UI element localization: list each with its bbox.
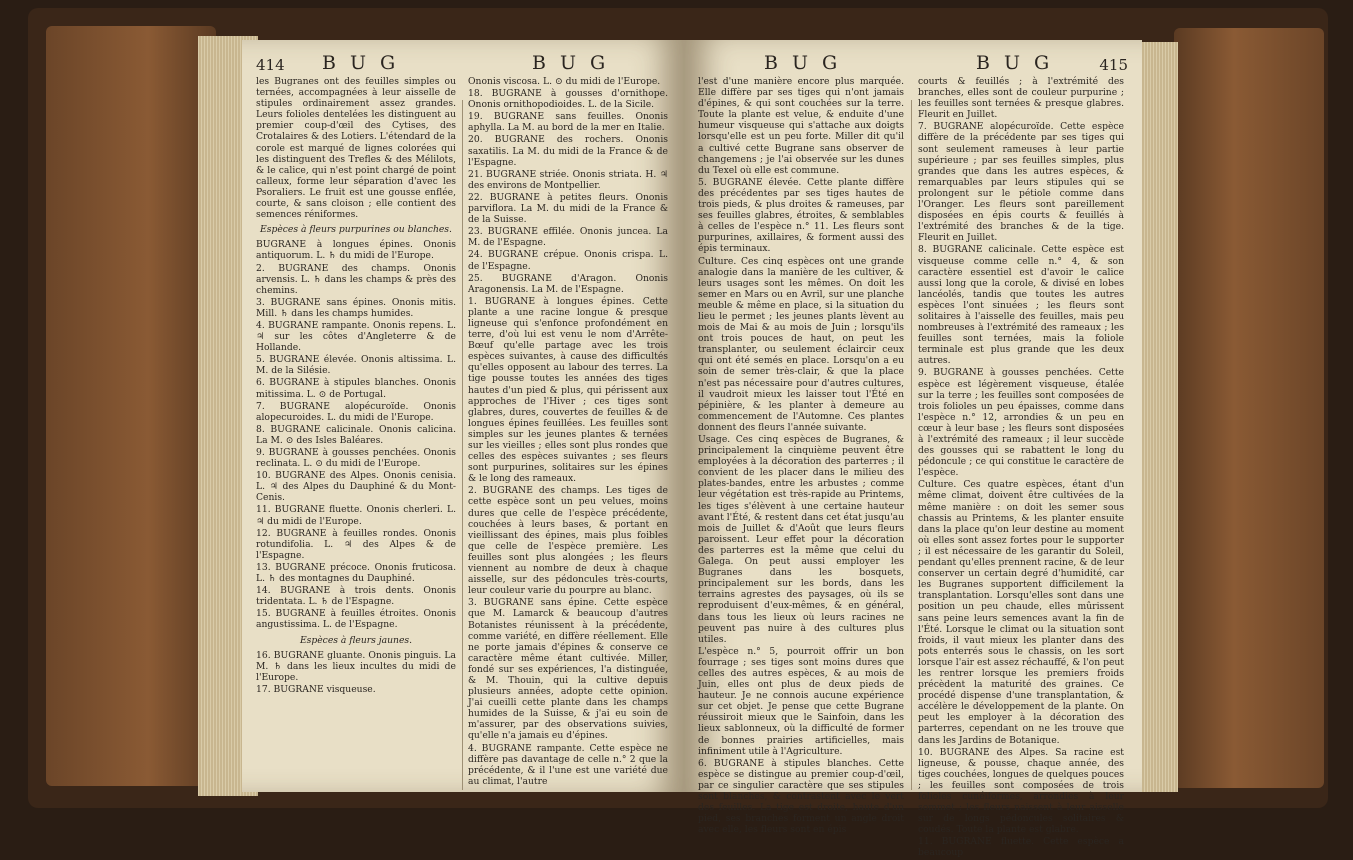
paragraph: Culture. Ces cinq espèces ont une grande analogie dans la manière de les cultiver, & leurs usages sont les mêmes. On doit les semer en Mars ou en Avril, sur une planche meuble & même en place, si la situation du lieu le permet ; les jeunes plants lèvent au mois de Mai & au mois de Juin ; lorsqu'ils ont trois pouces de haut, on peut les transplanter, ou seulement éclaircir ceux qui ont été semés en place. Lorsqu'on a eu soin de semer très-clair, & que la place n'est pas nécessaire pour d'autres cultures, il vaudroit mieux les laisser tout l'Été en pépinière, & les planter à demeure au commencement de l'Automne. Ces plantes donnent des fleurs l'année suivante. — [698, 255, 904, 433]
right-page-header — [684, 52, 1142, 74]
paragraph: l'est d'une manière encore plus marquée. Elle diffère par ses tiges qui n'ont jamais d'épines, & qui sont couchées sur la terre. Toute la plante est velue, & enduite d'une humeur visqueuse qui s'attache aux doigts lorsqu'elle est un peu forte. Miller dit qu'il a cultivé cette Bugrane sans observer de changemens ; je l'ai observée sur les dunes du Texel où elle est commune. — [698, 76, 904, 176]
paragraph: 24. BUGRANE crépue. Ononis crispa. L. de l'Espagne. — [468, 249, 668, 272]
paragraph: Ononis viscosa. L. ⊙ du midi de l'Europe. — [468, 76, 661, 87]
paragraph: 5. BUGRANE élevée. Ononis altissima. L. M. de la Silésie. — [256, 354, 456, 377]
column-rule — [462, 100, 463, 790]
left-cover — [46, 26, 216, 786]
paragraph: L'espèce n.° 5, pourroit offrir un bon fourrage ; ses tiges sont moins dures que celles des autres espèces, & au mois de Juin, elles ont plus de deux pieds de hauteur. Je ne connois aucune expérience sur cet objet. Je pense que cette Bugrane réussiroit mieux que le Sainfoin, dans les lieux sablonneux, où la difficulté de former de bonnes prairies artificielles, mais infiniment utile à l'Agriculture. — [698, 645, 904, 757]
paragraph: 15. BUGRANE à feuilles étroites. Ononis angustissima. L. de l'Espagne. — [256, 608, 456, 631]
paragraph: 5. BUGRANE élevée. Cette plante diffère des précédentes par ses tiges hautes de trois pieds, & plus droites & rameuses, par ses feuilles glabres, étroites, & semblables à celles de l'espèce n.° 11. Les fleurs sont purpurines, axillaires, & forment aussi des épis terminaux. — [698, 176, 904, 255]
paragraph: 1. BUGRANE à longues épines. Cette plante a une racine longue & presque ligneuse qui s'enfonce profondément en terre, d'où lui est venu le nom d'Arrête-Bœuf qu'elle partage avec les trois espèces suivantes, à cause des difficultés qu'elles opposent au labour des terres. La tige pousse toutes les années des tiges hautes d'un pied & plus, qui périssent aux approches de l'Hiver ; ces tiges sont glabres, dures, couvertes de feuilles & de longues épines feuillées. Les feuilles sont simples sur les jeunes plantes & ternées sur les vieilles ; elles sont plus rondes que celles des espèces suivantes ; ses fleurs sont purpurines, solitaires sur les épines & le long des rameaux. — [468, 295, 668, 485]
paragraph: 3. BUGRANE sans épine. Cette espèce que M. Lamarck & beaucoup d'autres Botanistes réunissent à la précédente, comme variété, en diffère réellement. Elle ne porte jamais d'épines & conserve ce caractère même étant cultivée. Miller, fondé sur ses expériences, l'a distinguée, & M. Thouin, qui la cultive depuis plusieurs années, adopte cette opinion. J'ai cueilli cette plante dans les champs humides de la Suisse, & j'ai eu soin de m'assurer, par des observations suivies, qu'elle n'a jamais eu d'épines. — [468, 597, 668, 742]
paragraph: 10. BUGRANE des Alpes. Sa racine est ligneuse, & pousse, chaque année, des tiges couchées, longues de quelques pouces ; les feuilles sont composées de trois folioles cunéiformes, arrondies à leur sommet ; les fleurs naissent à leur aisselle sur de longs pédoncules solitaires & coudés. Toute la plante est glabre. — [918, 746, 1124, 836]
section-heading: Espèces à fleurs jaunes. — [299, 634, 413, 646]
running-head: B U G — [976, 52, 1054, 74]
text-column-1 — [698, 76, 904, 836]
paragraph: 22. BUGRANE à petites fleurs. Ononis parviflora. La M. du midi de la France & de la Suisse. — [468, 191, 668, 226]
paragraph: 7. BUGRANE alopécuroïde. Ononis alopecuroides. L. du midi de l'Europe. — [256, 400, 456, 423]
paragraph: 16. BUGRANE gluante. Ononis pinguis. La M. ♄ dans les lieux incultes du midi de l'Europe. — [256, 649, 456, 683]
running-head: B U G — [764, 52, 842, 74]
text-column-2 — [468, 76, 668, 788]
paragraph: 14. BUGRANE à trois dents. Ononis tridentata. L. ♄ de l'Espagne. — [256, 585, 456, 608]
right-page-edges — [1138, 42, 1178, 792]
paragraph: BUGRANE à longues épines. Ononis antiquorum. L. ♄ du midi de l'Europe. — [256, 239, 456, 262]
paragraph: Usage. Ces cinq espèces de Bugranes, & principalement la cinquième peuvent être employées à la décoration des parterres ; il convient de les placer dans le milieu des plates-bandes, entre les arbustes ; comme leur végétation est très-rapide au Printems, les tiges s'élèvent à une certaine hauteur avant l'Été, & restent dans cet état jusqu'au mois de Juillet & d'Août que leurs fleurs paroissent. Leur effet pour la décoration des parterres est la même que celui du Galega. On peut aussi employer les Bugranes dans les bosquets, principalement sur les bords, dans les terrains agrestes des paysages, où ils se reproduisent d'eux-mêmes, & en général, dans tous les lieux où leurs racines ne peuvent pas nuire à des cultures plus utiles. — [698, 434, 904, 645]
paragraph: 4. BUGRANE rampante. Cette espèce ne diffère pas davantage de celle n.° 2 que la précédente, & il l'une est une variété due au climat, l'autre — [468, 742, 668, 787]
paragraph: 23. BUGRANE effilée. Ononis juncea. La M. de l'Espagne. — [468, 226, 668, 249]
paragraph: 12. BUGRANE à feuilles rondes. Ononis rotundifolia. L. ♃ des Alpes & de l'Espagne. — [256, 527, 456, 561]
paragraph: 6. BUGRANE à stipules blanches. Ononis mitissima. L. ⊙ de Portugal. — [256, 377, 456, 400]
paragraph: Culture. Ces quatre espèces, étant d'un même climat, doivent être cultivées de la même manière : on doit les semer sous chassis au Printems, & les planter ensuite dans la place qu'on leur destine au moment où elles sont assez fortes pour le supporter ; il est nécessaire de les garantir du Soleil, pendant qu'elles prennent racine, & de leur conserver un certain degré d'humidité, car les Bugranes supportent difficilement la transplantation. Lorsqu'elles sont dans une position un peu chaude, elles mûrissent sans peine leurs semences avant la fin de l'Été. Lorsque le climat ou la situation sont froids, il vaut mieux les planter dans des pots enterrés sous le chassis, on les sort lorsque l'air est assez réchauffé, & l'on peut les rentrer lorsque les premiers froids précèdent la maturité des graines. Ce procédé dispense d'une transplantation, & accélère le développement de la plante. On peut les employer à la décoration des parterres, cependant on ne les trouve que dans les Jardins de Botanique. — [918, 479, 1124, 746]
left-page — [242, 40, 684, 792]
page-number: 415 — [1099, 56, 1128, 74]
paragraph: courts & feuillés ; à l'extrémité des branches, elles sont de couleur purpurine ; les feuilles sont ternées & presque glabres. Fleurit en Juillet. — [918, 76, 1124, 121]
column-rule — [911, 100, 912, 790]
text-column-2 — [918, 76, 1124, 860]
paragraph: 10. BUGRANE des Alpes. Ononis cenisia. L. ♃ des Alpes du Dauphiné & du Mont-Cenis. — [256, 470, 456, 504]
running-head: B U G — [532, 52, 610, 74]
paragraph: 8. BUGRANE calicinale. Cette espèce est visqueuse comme celle n.° 4, & son caractère essentiel est d'avoir le calice aussi long que la corole, & divisé en lobes lancéolés, tandis que toutes les autres espèces l'ont sinuées ; les fleurs sont solitaires à l'aisselle des feuilles, mais peu nombreuses à l'extrémité des rameaux ; les feuilles sont ternées, mais la foliole terminale est plus grande que les deux autres. — [918, 244, 1124, 367]
paragraph: 2. BUGRANE des champs. Ononis arvensis. L. ♄ dans les champs & près des chemins. — [256, 262, 456, 296]
paragraph: 25. BUGRANE d'Aragon. Ononis Aragonensis. La M. de l'Espagne. — [468, 272, 668, 295]
paragraph: 11. BUGRANE fluette. Cette espèce a beaucoup — [918, 836, 1124, 859]
running-head: B U G — [322, 52, 400, 74]
text-column-1 — [256, 76, 456, 696]
paragraph: 8. BUGRANE calicinale. Ononis calicina. La M. ⊙ des Isles Baléares. — [256, 423, 456, 446]
paragraph: 3. BUGRANE sans épines. Ononis mitis. Mill. ♄ dans les champs humides. — [256, 296, 456, 319]
right-page — [684, 40, 1142, 859]
paragraph: 20. BUGRANE des rochers. Ononis saxatilis. La M. du midi de la France & de l'Espagne. — [468, 134, 668, 168]
paragraph: 9. BUGRANE à gousses penchées. Cette espèce est légèrement visqueuse, étalée sur la terre ; les feuilles sont composées de trois folioles un peu épaisses, comme dans l'espèce n.° 12, arrondies & un peu en cœur à leur base ; les fleurs sont disposées à l'extrémité des rameaux ; il leur succède des gousses qui se rabattent le long du pédoncule ; ce qui constitue le caractère de l'espèce. — [918, 367, 1124, 479]
right-cover — [1174, 28, 1324, 788]
paragraph: 9. BUGRANE à gousses penchées. Ononis reclinata. L. ⊙ du midi de l'Europe. — [256, 447, 456, 470]
left-page-header — [242, 52, 684, 74]
paragraph: 13. BUGRANE précoce. Ononis fruticosa. L. ♄ des montagnes du Dauphiné. — [256, 561, 456, 585]
paragraph: 18. BUGRANE à gousses d'ornithope. Ononis ornithopodioides. L. de la Sicile. — [468, 88, 668, 111]
paragraph: 2. BUGRANE des champs. Les tiges de cette espèce sont un peu velues, moins dures que celle de l'espèce précédente, couchées à leurs bases, & portant en vieillissant des épines, mais plus foibles que celle de l'espèce première. Les feuilles sont plus alongées ; les fleurs viennent au nombre de deux à chaque aisselle, sur des pédoncules très-courts, leur couleur varie du pourpre au blanc. — [468, 485, 668, 597]
paragraph: 7. BUGRANE alopécuroïde. Cette espèce diffère de la précédente par ses tiges qui sont seulement rameuses à leur partie supérieure ; par ses feuilles simples, plus grandes que dans les autres espèces, & remarquables par leurs stipules qui se prolongent sur le pétiole comme dans l'Oranger. Les fleurs sont pareillement disposées en épis courts & feuillés à l'extrémité des branches & de la tige. Fleurit en Juillet. — [918, 121, 1124, 244]
paragraph: les Bugranes ont des feuilles simples ou ternées, accompagnées à leur aisselle de stipules ordinairement assez grandes. Leurs folioles dentelées les distinguent au premier coup-d'œil des Cytises, des Crotalaires & des Lotiers. L'étendard de la corole est marqué de lignes colorées qui les distinguent des Trefles & des Mélilots, & le calice, qui n'est point chargé de point calleux, forme leur séparation d'avec les Psoraliers. Le fruit est une gousse enflée, courte, & sans cloison ; elle contient des semences réniformes. — [256, 76, 456, 221]
paragraph: 19. BUGRANE sans feuilles. Ononis aphylla. La M. au bord de la mer en Italie. — [468, 111, 668, 134]
paragraph: 6. BUGRANE à stipules blanches. Cette espèce se distingue au premier coup-d'œil, par ce singulier caractère que ses stipules sont blanches, & contrastent avec le vert des feuilles. La tige est droite, haute d'un pied, ses branches forment un angle droit avec elle, les fleurs sont en épis — [698, 757, 904, 836]
section-heading: Espèces à fleurs purpurines ou blanches. — [260, 224, 452, 236]
paragraph: 4. BUGRANE rampante. Ononis repens. L. ♃ sur les côtes d'Angleterre & de Hollande. — [256, 319, 456, 354]
paragraph: 17. BUGRANE visqueuse. — [256, 683, 376, 695]
page-number: 414 — [256, 56, 285, 74]
paragraph: 21. BUGRANE striée. Ononis striata. H. ♃ des environs de Montpellier. — [468, 168, 668, 191]
paragraph: 11. BUGRANE fluette. Ononis cherleri. L. ♃ du midi de l'Europe. — [256, 504, 456, 527]
